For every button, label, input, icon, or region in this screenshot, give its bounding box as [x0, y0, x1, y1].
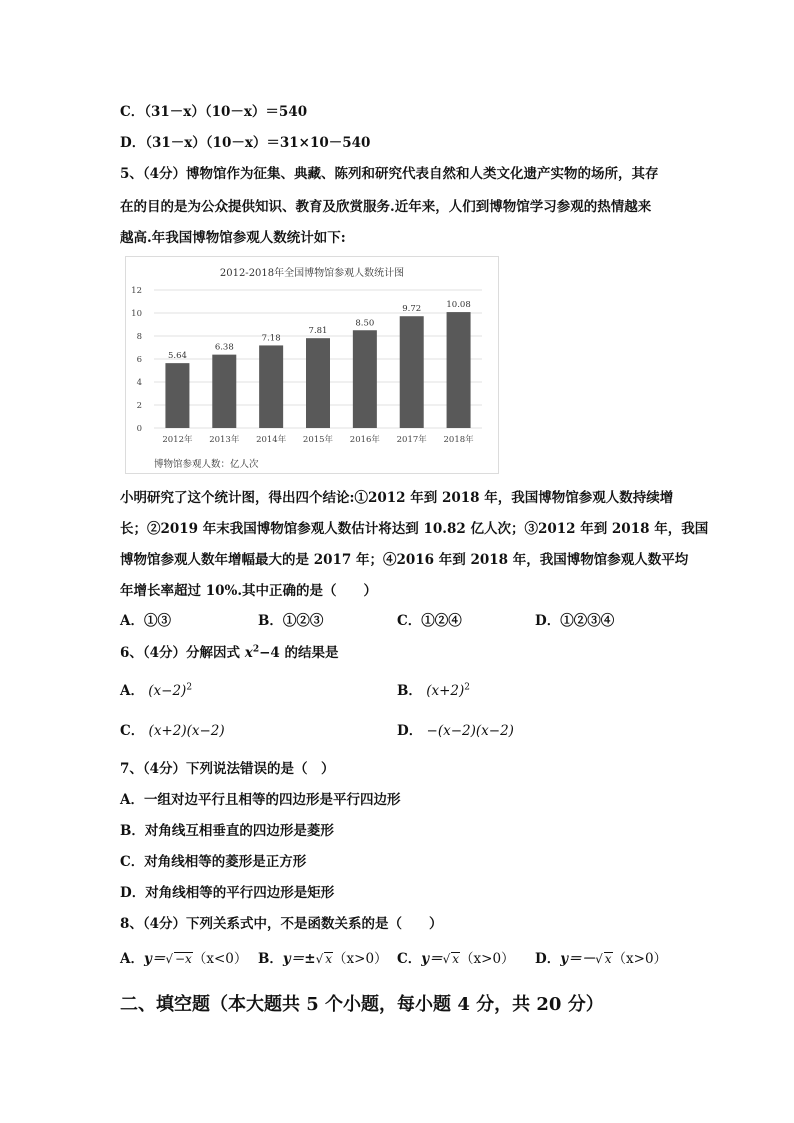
q6-stem-var: x	[244, 645, 253, 661]
x-tick-label: 2015年	[302, 435, 334, 445]
option-letter: C．	[120, 723, 145, 739]
q5-option-d	[535, 612, 614, 630]
option-expr: (x−2)	[148, 683, 187, 699]
option-expr: (x+2)(x−2)	[148, 723, 225, 739]
chart-footnote: 博物馆参观人数：亿人次	[154, 459, 259, 470]
option-letter: C．	[397, 613, 422, 629]
option-letter: B．	[258, 951, 283, 967]
bar-2014年	[259, 345, 283, 428]
bar-2015年	[306, 338, 330, 428]
q8-stem: 8、（4分）下列关系式中，不是函数关系的是（ ）	[120, 916, 443, 932]
q6-option-c	[120, 722, 225, 740]
section-2-title: 二、填空题（本大题共 5 个小题，每小题 4 分，共 20 分）	[120, 994, 604, 1015]
sqrt-symbol: √	[315, 952, 324, 966]
q8-option-a	[120, 950, 247, 968]
q6-stem-suffix: −4 的结果是	[259, 645, 339, 661]
q4-option-c	[120, 103, 307, 121]
q6-option-d	[397, 722, 514, 740]
museum-visitors-chart	[125, 256, 499, 474]
data-label: 10.08	[446, 300, 471, 311]
q5-stem-line-3: 越高.年我国博物馆参观人数统计如下:	[120, 230, 346, 246]
q5-stem-line-1: 5、（4分）博物馆作为征集、典藏、陈列和研究代表自然和人类文化遗产实物的场所，其存	[120, 166, 659, 182]
option-radicand: −x	[175, 952, 192, 966]
q6-option-a	[120, 682, 192, 700]
chart-canvas	[126, 257, 498, 473]
q5-option-c	[397, 612, 462, 630]
q6-stem-exp: 2	[252, 644, 260, 655]
x-tick-label: 2018年	[443, 435, 474, 445]
sqrt-symbol: √	[165, 952, 173, 966]
x-tick-label: 2014年	[256, 435, 287, 445]
option-lhs: y＝－	[560, 951, 596, 967]
option-lhs: y＝	[421, 951, 443, 967]
option-lhs: y＝	[143, 951, 166, 967]
option-radicand: x	[325, 952, 333, 966]
data-label: 8.50	[355, 318, 375, 329]
option-text: （31－x）（10－x）＝31×10－540	[145, 135, 371, 151]
option-letter: B．	[258, 613, 283, 629]
data-label: 5.64	[167, 351, 187, 362]
bar-2017年	[400, 316, 424, 428]
option-letter: D．	[397, 723, 423, 739]
option-letter: C．	[397, 951, 422, 967]
option-expr: (x+2)	[426, 683, 465, 699]
q5-option-b	[258, 612, 323, 630]
q7-stem: 7、（4分）下列说法错误的是（ ）	[120, 761, 335, 777]
option-letter: C．	[120, 104, 145, 120]
option-exp: 2	[464, 682, 471, 693]
option-text: ①②④	[421, 613, 462, 629]
q7-option-a: A．一组对边平行且相等的四边形是平行四边形	[120, 792, 401, 808]
option-letter: B．	[397, 683, 422, 699]
q8-option-b	[258, 950, 388, 968]
x-tick-label: 2012年	[162, 435, 193, 445]
bar-2016年	[353, 330, 377, 428]
x-tick-label: 2013年	[209, 435, 240, 445]
option-text: ①②③	[282, 613, 324, 629]
y-tick-label: 6	[136, 355, 142, 365]
option-lhs: y＝±	[282, 951, 316, 967]
y-tick-label: 2	[136, 401, 142, 411]
option-text: ①③	[143, 613, 171, 629]
q8-option-c	[397, 950, 515, 968]
q6-option-b	[397, 682, 470, 700]
x-tick-label: 2016年	[349, 435, 380, 445]
sqrt-symbol: √	[595, 952, 603, 966]
option-letter: D．	[120, 135, 146, 151]
q5-text-line-2: 长；②2019 年末我国博物馆参观人数估计将达到 10.82 亿人次；③2012 年到 2018 年，我国	[120, 521, 709, 537]
option-text: （31－x）（10－x）＝540	[144, 104, 308, 120]
option-condition: （x>0）	[612, 951, 668, 967]
data-label: 7.81	[308, 326, 328, 337]
bar-2013年	[212, 355, 236, 428]
option-letter: A．	[120, 683, 144, 699]
sqrt-symbol: √	[442, 952, 451, 966]
y-tick-label: 10	[131, 309, 142, 319]
q5-text-line-4: 年增长率超过 10%.其中正确的是（ ）	[120, 583, 378, 599]
data-label: 9.72	[402, 304, 422, 315]
y-tick-label: 0	[136, 424, 142, 434]
q5-text-line-1: 小明研究了这个统计图，得出四个结论:①2012 年到 2018 年，我国博物馆参观人数持续增	[120, 490, 674, 506]
q8-option-d	[535, 950, 667, 968]
q7-option-c: C．对角线相等的菱形是正方形	[120, 854, 307, 870]
option-letter: A．	[120, 613, 144, 629]
q7-option-d: D．对角线相等的平行四边形是矩形	[120, 885, 335, 901]
option-letter: A．	[120, 951, 144, 967]
chart-title: 2012-2018年全国博物馆参观人数统计图	[219, 268, 405, 279]
data-label: 6.38	[214, 342, 234, 353]
option-condition: （x>0）	[333, 951, 388, 967]
y-tick-label: 8	[136, 332, 142, 342]
option-condition: （x<0）	[192, 951, 248, 967]
q6-stem-prefix: 6、（4分）分解因式	[120, 645, 245, 661]
data-label: 7.18	[261, 333, 281, 344]
q6-stem	[120, 644, 338, 662]
q5-option-a	[120, 612, 171, 630]
bar-2012年	[165, 363, 189, 428]
q4-option-d	[120, 134, 370, 152]
y-tick-label: 12	[131, 286, 142, 296]
x-tick-label: 2017年	[396, 435, 427, 445]
q5-stem-line-2: 在的目的是为公众提供知识、教育及欣赏服务.近年来，人们到博物馆学习参观的热情越来	[120, 199, 652, 215]
option-condition: （x>0）	[460, 951, 515, 967]
option-radicand: x	[604, 952, 612, 966]
y-tick-label: 4	[136, 378, 142, 388]
option-exp: 2	[186, 682, 193, 693]
q5-text-line-3: 博物馆参观人数年增幅最大的是 2017 年；④2016 年到 2018 年，我国博物馆参观人数平均	[120, 552, 689, 568]
bar-2018年	[447, 312, 471, 428]
option-text: ①②③④	[560, 613, 615, 629]
option-expr: −(x−2)(x−2)	[426, 723, 514, 739]
q7-option-b: B．对角线互相垂直的四边形是菱形	[120, 823, 334, 839]
option-radicand: x	[452, 952, 460, 966]
option-letter: D．	[535, 951, 561, 967]
option-letter: D．	[535, 613, 561, 629]
